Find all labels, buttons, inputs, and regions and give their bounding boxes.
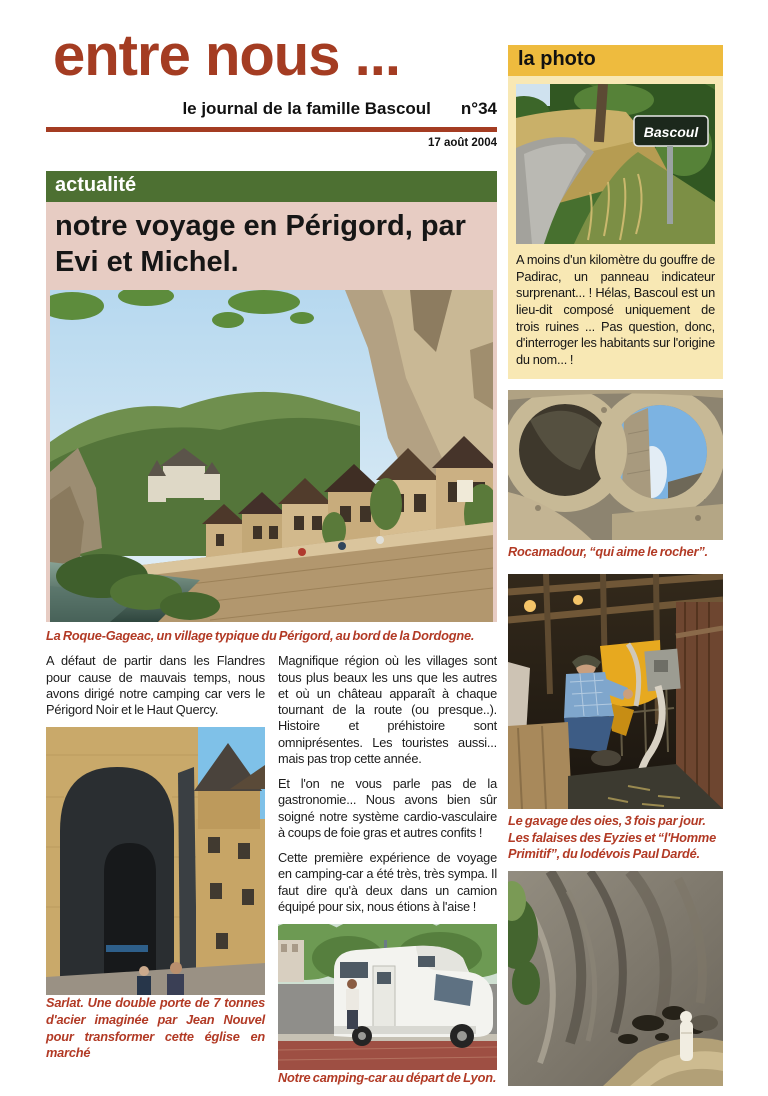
gavage-captions xyxy=(508,813,723,863)
masthead xyxy=(46,23,497,149)
sarlat-photo-caption: Sarlat. Une double porte de 7 tonnes d'acier imaginée par Jean Nouvel pour transformer cette église en marché xyxy=(46,995,265,1061)
rocamadour-photo xyxy=(508,390,723,540)
falaises-caption: Les falaises des Eyzies et “l'Homme Primitif”, du lodévois Paul Dardé. xyxy=(508,829,716,862)
article-paragraph: Magnifique région où les villages sont tous plus beaux les uns que les autres et où un château apparaît à chaque tournant de la route (ou presque..). Histoire et préhistoire sont omniprésentes. Les touristes aussi... mais pas trop cette année. xyxy=(278,653,497,766)
la-roque-gageac-photo xyxy=(50,290,493,622)
sidebar-title: la photo xyxy=(518,48,596,70)
masthead-divider xyxy=(46,127,497,132)
bascoul-sign-photo xyxy=(516,84,715,244)
section-label: actualité xyxy=(55,173,137,196)
article-column-left xyxy=(46,653,265,1095)
article-headline: notre voyage en Périgord, par Evi et Michel. xyxy=(55,209,466,278)
gavage-des-oies-photo xyxy=(508,574,723,809)
camping-car-caption: Notre camping-car au départ de Lyon. xyxy=(278,1070,497,1086)
headline-block xyxy=(46,202,497,622)
eyzies-cliff-photo xyxy=(508,871,723,1086)
article-paragraph: Et l'on ne vous parle pas de la gastronomie... Nous avons bien sûr soigné notre système cardio-vasculaire à coups de foie gras et autres confits ! xyxy=(278,776,497,840)
rocamadour-caption: Rocamadour, “qui aime le rocher”. xyxy=(508,544,708,560)
article-body xyxy=(46,653,497,1095)
section-header-actualite xyxy=(46,171,497,202)
issue-number: n°34 xyxy=(460,98,497,118)
main-column xyxy=(46,0,497,1087)
la-photo-sidebar xyxy=(508,0,723,1087)
article-paragraph: A défaut de partir dans les Flandres pour cause de mauvais temps, nous avons dirigé notre camping car vers le Périgord Noir et le Haut Quercy. xyxy=(46,653,265,718)
camping-car-photo xyxy=(278,924,497,1070)
gavage-caption: Le gavage des oies, 3 fois par jour. xyxy=(508,813,706,828)
sidebar-intro-text: A moins d'un kilomètre du gouffre de Padirac, un panneau indicateur surprenant... ! Hélas, Bascoul est un lieu-dit composé uniquement de trois ruines ... Pas question, donc, d'interroger les habitants sur l'origine du nom... ! xyxy=(516,252,715,367)
newsletter-title: entre nous ... xyxy=(53,23,400,88)
masthead-subtitle-row xyxy=(46,99,497,119)
article-paragraph: Cette première expérience de voyage en camping-car a été très, très sympa. Il faut dire qu'à deux dans un camion équipé pour six, nous étions à l'aise ! xyxy=(278,850,497,914)
sarlat-church-photo xyxy=(46,727,265,995)
article-column-right xyxy=(278,653,497,1095)
newsletter-subtitle: le journal de la famille Bascoul xyxy=(182,98,431,118)
issue-date: 17 août 2004 xyxy=(427,136,497,149)
bascoul-photo-box xyxy=(508,76,723,379)
main-photo-caption: La Roque-Gageac, un village typique du Périgord, au bord de la Dordogne. xyxy=(46,627,475,643)
bascoul-sign-label: Bascoul xyxy=(643,124,699,140)
sidebar-title-bar xyxy=(508,45,723,76)
